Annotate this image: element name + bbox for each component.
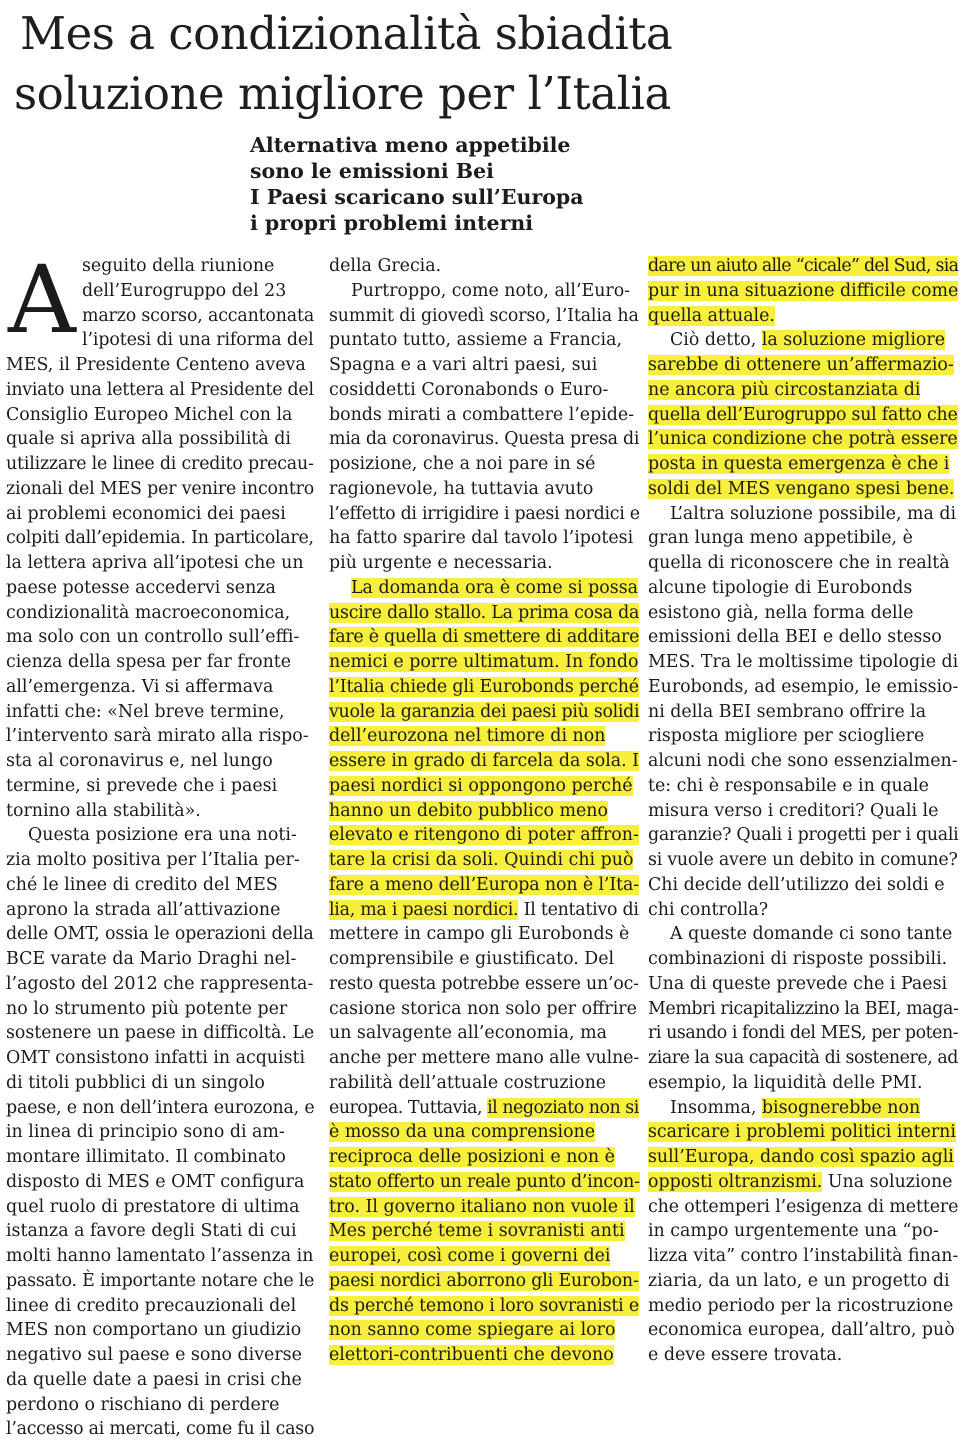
article-text-line xyxy=(6,1393,314,1418)
article-text-line xyxy=(6,477,314,502)
body-text: posizione, che a noi pare in sé xyxy=(329,454,596,474)
body-text: esistono già, nella forma delle xyxy=(648,602,914,623)
body-text: e deve essere trovata. xyxy=(648,1345,843,1365)
article-text-line xyxy=(648,353,958,378)
body-text: Eurobonds, ad esempio, le emissio- xyxy=(648,676,959,697)
body-text: zia molto positiva per l’Italia per- xyxy=(6,850,300,870)
article-column-1 xyxy=(6,246,315,1442)
article-text-line xyxy=(329,947,639,972)
headline-line: soluzione migliore per l’Italia xyxy=(14,67,671,120)
article-text-line xyxy=(648,1046,958,1071)
article-text-line xyxy=(6,1244,314,1269)
article-text-line xyxy=(6,675,314,700)
article-text-line xyxy=(648,279,958,304)
highlighted-text: La domanda ora è come si possa xyxy=(351,577,638,598)
article-text-line xyxy=(6,378,314,403)
article-text-line xyxy=(329,427,639,452)
article-text-line xyxy=(6,1046,314,1071)
article-text-line xyxy=(6,724,314,749)
article-text-line xyxy=(6,898,314,923)
article-text-line xyxy=(6,997,314,1022)
body-text: emissioni della BEI e dello stesso xyxy=(648,627,942,648)
body-text: Una di queste prevede che i Paesi xyxy=(648,973,948,994)
body-text: inviato una lettera al Presidente del xyxy=(6,379,314,400)
body-text: A queste domande ci sono tante xyxy=(670,924,953,945)
body-text: europea. Tuttavia, xyxy=(329,1097,488,1118)
article-text-line xyxy=(6,1096,314,1121)
body-text: mia da coronavirus. Questa presa di xyxy=(329,429,640,450)
body-text: perdono o rischiano di perdere xyxy=(6,1394,280,1415)
body-text: garanzie? Quali i progetti per i quali xyxy=(648,825,959,846)
body-text: infatti che: «Nel breve termine, xyxy=(6,701,285,722)
body-text: MES non comportano un giudizio xyxy=(6,1320,302,1341)
subheadline-line: I Paesi scaricano sull’Europa xyxy=(250,185,584,209)
article-text-line xyxy=(6,1021,314,1046)
article-text-line xyxy=(6,972,314,997)
article-text-line xyxy=(329,1318,639,1343)
article-text-line xyxy=(6,526,314,551)
article-text-line xyxy=(6,1195,314,1220)
article-text-line xyxy=(329,328,639,353)
body-text: zionali del MES per venire incontro xyxy=(6,478,315,499)
article-text-line xyxy=(6,1269,314,1294)
article-column-2 xyxy=(329,254,639,1368)
article-text-line xyxy=(648,675,958,700)
highlighted-text: paesi nordici si oppongono perché xyxy=(329,775,633,796)
body-text: Ciò detto, xyxy=(670,330,762,351)
article-text-line xyxy=(329,724,639,749)
article-text-line xyxy=(329,650,639,675)
article-text-line xyxy=(648,799,958,824)
article-column-3 xyxy=(648,254,958,1368)
article-text-line xyxy=(329,378,639,403)
article-text-line xyxy=(648,724,958,749)
body-text: MES, il Presidente Centeno aveva xyxy=(6,355,306,375)
body-text: mettere in campo gli Eurobonds è xyxy=(329,924,630,945)
article-text-line xyxy=(329,774,639,799)
article-text-line xyxy=(6,551,314,576)
body-text: in campo urgentemente una “po- xyxy=(648,1221,939,1242)
article-text-line xyxy=(329,823,639,848)
highlighted-text: Mes perché teme i sovranisti anti xyxy=(329,1221,625,1242)
body-text: ziaria, da un lato, e un progetto di xyxy=(648,1270,950,1291)
highlighted-text: bisognerebbe non xyxy=(761,1097,921,1118)
article-text-line xyxy=(329,749,639,774)
body-text: Insomma, xyxy=(670,1097,762,1118)
article-text-line xyxy=(6,328,314,353)
body-text: lizza vita” contro l’instabilità finan- xyxy=(648,1246,959,1266)
article-text-line xyxy=(648,477,958,502)
body-text: OMT consistono infatti in acquisti xyxy=(6,1048,306,1068)
article-text-line xyxy=(329,1269,639,1294)
article-text-line xyxy=(329,1343,639,1368)
article-text-line xyxy=(6,601,314,626)
article-text-line xyxy=(329,1219,639,1244)
body-text: no lo strumento più potente per xyxy=(6,998,288,1019)
article-text-line xyxy=(329,922,639,947)
article-text-line xyxy=(329,1244,639,1269)
article-text-line xyxy=(329,700,639,725)
subheadline-line: sono le emissioni Bei xyxy=(250,159,494,183)
article-text-line xyxy=(329,1294,639,1319)
body-text: gran lunga meno appetibile, è xyxy=(648,528,913,549)
article-text-line xyxy=(6,427,314,452)
body-text: aprono la strada all’attivazione xyxy=(6,899,281,920)
body-text: all’emergenza. Vi si affermava xyxy=(6,676,274,697)
article-text-line xyxy=(648,378,958,403)
highlighted-text: europei, così come i governi dei xyxy=(329,1246,611,1266)
article-text-line xyxy=(6,1170,314,1195)
body-text: l’agosto del 2012 che rappresenta- xyxy=(6,973,314,994)
article-text-line xyxy=(6,452,314,477)
body-text: sta al coronavirus e, nel lungo xyxy=(6,751,273,771)
highlighted-text: è mosso da una comprensione xyxy=(329,1122,596,1143)
highlighted-text: fare è quella di smettere di additare xyxy=(329,627,640,648)
article-text-line xyxy=(6,1417,314,1442)
body-text: Spagna e a vari altri paesi, sui xyxy=(329,355,598,375)
article-text-line xyxy=(648,848,958,873)
article-text-line xyxy=(648,823,958,848)
article-text-line xyxy=(648,625,958,650)
article-text-line xyxy=(6,279,314,304)
body-text: misura verso i creditori? Quali le xyxy=(648,800,939,821)
body-text: cosiddetti Coronabonds o Euro- xyxy=(329,379,609,400)
highlighted-text: l’unica condizione che potrà essere xyxy=(648,429,958,450)
highlighted-text: scaricare i problemi politici interni xyxy=(648,1122,956,1143)
article-text-line xyxy=(6,873,314,898)
article-text-line xyxy=(329,526,639,551)
article-text-line xyxy=(329,1170,639,1195)
article-text-line xyxy=(6,1145,314,1170)
article-text-line xyxy=(648,576,958,601)
body-text: medio periodo per la ricostruzione xyxy=(648,1295,954,1316)
headline-line: Mes a condizionalità sbiadita xyxy=(20,7,673,60)
body-text: ragionevole, ha tuttavia avuto xyxy=(329,478,594,499)
article-text-line xyxy=(329,848,639,873)
body-text: bonds mirati a combattere l’epide- xyxy=(329,404,635,425)
body-text: quella di riconoscere che in realtà xyxy=(648,553,950,573)
article-text-line xyxy=(648,427,958,452)
highlighted-text: essere in grado di farcela da sola. I xyxy=(329,751,639,771)
article-text-line xyxy=(648,1096,958,1121)
highlighted-text: vuole la garanzia dei paesi più solidi xyxy=(329,701,640,722)
highlighted-text: paesi nordici aborrono gli Eurobon- xyxy=(329,1270,639,1291)
article-text-line xyxy=(648,898,958,923)
highlighted-text: stato offerto un reale punto d’incon- xyxy=(329,1171,640,1192)
body-text: da quelle date a paesi in crisi che xyxy=(6,1369,302,1390)
article-text-line xyxy=(648,1195,958,1220)
subheadline-line: Alternativa meno appetibile xyxy=(250,133,571,157)
article-text-line xyxy=(648,1294,958,1319)
article-text-line xyxy=(329,576,639,601)
article-text-line xyxy=(329,799,639,824)
body-text: l’intervento sarà mirato alla rispo- xyxy=(6,726,309,747)
article-text-line xyxy=(6,1343,314,1368)
article-text-line xyxy=(329,551,639,576)
article-text-line xyxy=(6,823,314,848)
body-text: te: chi è responsabile e in quale xyxy=(648,775,929,796)
body-text: anche per mettere mano alle vulne- xyxy=(329,1048,640,1068)
body-text: istanza a favore degli Stati di cui xyxy=(6,1221,297,1242)
body-text: linee di credito precauzionali del xyxy=(6,1295,297,1316)
article-text-line xyxy=(648,1244,958,1269)
highlighted-text: l’Italia chiede gli Eurobonds perché xyxy=(329,676,639,697)
highlighted-text: fare a meno dell’Europa non è l’Ita- xyxy=(329,874,640,895)
body-text: dell’Eurogruppo del 23 xyxy=(82,280,287,301)
body-text: alcuni nodi che sono essenzialmen- xyxy=(648,751,958,771)
article-text-line xyxy=(648,1021,958,1046)
article-text-line xyxy=(6,749,314,774)
article-text-line xyxy=(6,922,314,947)
article-text-line xyxy=(6,502,314,527)
article-text-line xyxy=(329,477,639,502)
highlighted-text: elevato e ritengono di poter affron- xyxy=(329,825,639,846)
body-text: casione storica non solo per offrire xyxy=(329,998,637,1019)
highlighted-text: opposti oltranzismi. xyxy=(648,1171,823,1192)
article-text-line xyxy=(6,1368,314,1393)
body-text: alcune tipologie di Eurobonds xyxy=(648,577,913,598)
highlighted-text: quella dell’Eurogruppo sul fatto che xyxy=(648,404,958,425)
article-text-line xyxy=(329,1021,639,1046)
article-text-line xyxy=(648,328,958,353)
article-text-line xyxy=(6,403,314,428)
article-text-line xyxy=(648,997,958,1022)
article-text-line xyxy=(648,1145,958,1170)
article-text-line xyxy=(648,502,958,527)
body-text: molti hanno lamentato l’assenza in xyxy=(6,1246,314,1266)
body-text: cienza della spesa per far fronte xyxy=(6,652,292,672)
body-text: più urgente e necessaria. xyxy=(329,553,553,573)
article-text-line xyxy=(329,254,639,279)
article-text-line xyxy=(6,799,314,824)
article-text-line xyxy=(6,353,314,378)
highlighted-text: reciproca delle posizioni e non è xyxy=(329,1147,615,1167)
article-text-line xyxy=(648,601,958,626)
body-text: economica europea, dall’altro, può xyxy=(648,1320,955,1341)
article-text-line xyxy=(329,403,639,428)
article-text-line xyxy=(648,551,958,576)
article-text-line xyxy=(329,972,639,997)
body-text: delle OMT, ossia le operazioni della xyxy=(6,924,314,945)
body-text: Questa posizione era una noti- xyxy=(28,825,297,846)
body-text: Membri ricapitalizzino la BEI, maga- xyxy=(648,998,959,1019)
headline xyxy=(14,4,954,124)
article-text-line xyxy=(648,650,958,675)
article-text-line xyxy=(648,1170,958,1195)
article-text-line xyxy=(648,1269,958,1294)
body-text: comprensibile e giustificato. Del xyxy=(329,949,615,969)
body-text: passato. È importante notare che le xyxy=(6,1270,315,1291)
article-text-line xyxy=(648,700,958,725)
body-text: paese, e non dell’intera eurozona, e xyxy=(6,1097,315,1118)
body-text: puntato tutto, assieme a Francia, xyxy=(329,330,622,351)
article-text-line xyxy=(6,947,314,972)
article-text-line xyxy=(329,452,639,477)
article-text-line xyxy=(648,452,958,477)
article-text-line xyxy=(329,304,639,329)
article-text-line xyxy=(6,650,314,675)
article-text-line xyxy=(329,1096,639,1121)
article-text-line xyxy=(6,304,314,329)
article-text-line xyxy=(329,898,639,923)
highlighted-text: il negoziato non si xyxy=(487,1097,639,1118)
body-text: l’accesso ai mercati, come fu il caso xyxy=(6,1419,315,1440)
article-text-line xyxy=(648,1071,958,1096)
body-text: rabilità dell’attuale costruzione xyxy=(329,1072,607,1093)
body-text: chi controlla? xyxy=(648,899,769,920)
body-text: ni della BEI sembrano offrire la xyxy=(648,701,927,722)
body-text: risposta migliore per sciogliere xyxy=(648,726,925,747)
article-text-line xyxy=(648,1219,958,1244)
article-text-line xyxy=(648,1120,958,1145)
body-text: resto questa potrebbe essere un’oc- xyxy=(329,973,639,994)
body-text: di titoli pubblici di un singolo xyxy=(6,1072,265,1093)
body-text: combinazioni di risposte possibili. xyxy=(648,949,948,969)
body-text: L’altra soluzione possibile, ma di xyxy=(670,503,957,524)
article-text-line xyxy=(329,1195,639,1220)
highlighted-text: uscire dallo stallo. La prima cosa da xyxy=(329,602,640,623)
article-text-line xyxy=(648,526,958,551)
article-text-line xyxy=(648,972,958,997)
highlighted-text: posta in questa emergenza è che i xyxy=(648,454,950,474)
body-text: in linea di principio sono di am- xyxy=(6,1122,285,1143)
body-text: ri usando i fondi del MES, per poten- xyxy=(648,1023,959,1044)
article-text-line xyxy=(329,601,639,626)
article-text-line xyxy=(648,403,958,428)
body-text: BCE varate da Mario Draghi nel- xyxy=(6,949,297,969)
article-text-line xyxy=(329,1120,639,1145)
article-text-line xyxy=(648,749,958,774)
article-text-line xyxy=(6,625,314,650)
article-text-line xyxy=(329,625,639,650)
highlighted-text: tare la crisi da soli. Quindi chi può xyxy=(329,850,634,870)
highlighted-text: elettori-contribuenti che devono xyxy=(329,1345,614,1365)
highlighted-text: dare un aiuto alle “cicale” del Sud, sia xyxy=(648,256,959,276)
article-text-line xyxy=(6,774,314,799)
body-text: tornino alla stabilità». xyxy=(6,800,201,821)
article-text-line xyxy=(648,774,958,799)
body-text: ha fatto sparire dal tavolo l’ipotesi xyxy=(329,528,634,549)
article-text-line xyxy=(6,576,314,601)
body-text: un salvagente all’economia, ma xyxy=(329,1023,607,1044)
article-text-line xyxy=(6,1294,314,1319)
body-text: ai problemi economici dei paesi xyxy=(6,503,286,524)
body-text: ma solo con un controllo sull’effi- xyxy=(6,627,300,648)
highlighted-text: soldi del MES vengano spesi bene. xyxy=(648,478,955,499)
highlighted-text: hanno un debito pubblico meno xyxy=(329,800,608,821)
article-text-line xyxy=(6,1071,314,1096)
body-text: Una soluzione xyxy=(822,1171,953,1192)
article-text-line xyxy=(329,279,639,304)
body-text: summit di giovedì scorso, l’Italia ha xyxy=(329,305,639,326)
highlighted-text: sull’Europa, dando così spazio agli xyxy=(648,1147,954,1167)
highlighted-text: quella attuale. xyxy=(648,305,775,326)
subheadline-line: i propri problemi interni xyxy=(250,211,534,235)
body-text: negativo sul paese e sono diverse xyxy=(6,1345,302,1365)
body-text: montare illimitato. Il combinato xyxy=(6,1147,286,1167)
body-text: Il tentativo di xyxy=(518,899,639,920)
article-text-line xyxy=(329,675,639,700)
article-text-line xyxy=(329,873,639,898)
article-text-line xyxy=(6,700,314,725)
body-text: la lettera apriva all’ipotesi che un xyxy=(6,553,304,573)
body-text: seguito della riunione xyxy=(82,256,275,276)
subheadline xyxy=(250,132,584,236)
article-text-line xyxy=(648,254,958,279)
highlighted-text: pur in una situazione difficile come xyxy=(648,280,959,301)
drop-cap: A xyxy=(8,246,76,355)
body-text: si vuole avere un debito in comune? xyxy=(648,850,958,870)
article-text-line xyxy=(329,1046,639,1071)
body-text: Chi decide dell’utilizzo dei soldi e xyxy=(648,874,945,895)
highlighted-text: ds perché temono i loro sovranisti e xyxy=(329,1295,639,1316)
body-text: utilizzare le linee di credito precau- xyxy=(6,454,314,474)
body-text: che ottemperi l’esigenza di mettere xyxy=(648,1196,959,1217)
body-text: disposto di MES e OMT configura xyxy=(6,1171,305,1192)
highlighted-text: lia, ma i paesi nordici. xyxy=(329,899,519,920)
highlighted-text: non sanno come spiegare ai loro xyxy=(329,1320,616,1341)
body-text: esempio, la liquidità delle PMI. xyxy=(648,1072,923,1093)
body-text: quel ruolo di prestatore di ultima xyxy=(6,1196,300,1217)
article-text-line xyxy=(6,254,314,279)
body-text: della Grecia. xyxy=(329,256,442,276)
body-text: Consiglio Europeo Michel con la xyxy=(6,404,293,425)
article-text-line xyxy=(329,1071,639,1096)
body-text: sostenere un paese in difficoltà. Le xyxy=(6,1023,315,1044)
body-text: Purtroppo, come noto, all’Euro- xyxy=(351,280,631,301)
highlighted-text: sarebbe di ottenere un’affermazio- xyxy=(648,355,954,375)
article-text-line xyxy=(6,1120,314,1145)
article-text-line xyxy=(648,947,958,972)
article-text-line xyxy=(648,1318,958,1343)
highlighted-text: tro. Il governo italiano non vuole il xyxy=(329,1196,635,1217)
article-text-line xyxy=(6,1219,314,1244)
highlighted-text: la soluzione migliore xyxy=(761,330,946,351)
article-text-line xyxy=(6,848,314,873)
body-text: MES. Tra le moltissime tipologie di xyxy=(648,652,959,672)
article-text-line xyxy=(648,304,958,329)
highlighted-text: dell’eurozona nel timore di non xyxy=(329,726,606,747)
body-text: condizionalità macroeconomica, xyxy=(6,602,291,623)
body-text: quale si apriva alla possibilità di xyxy=(6,429,291,450)
article-text-line xyxy=(329,353,639,378)
article-text-line xyxy=(648,873,958,898)
body-text: paese potesse accedervi senza xyxy=(6,577,276,598)
article-text-line xyxy=(329,502,639,527)
body-text: colpiti dall’epidemia. In particolare, xyxy=(6,528,314,549)
article-text-line xyxy=(648,922,958,947)
body-text: l’effetto di irrigidire i paesi nordici e xyxy=(329,503,640,524)
body-text: ché le linee di credito del MES xyxy=(6,874,278,895)
highlighted-text: ne ancora più circostanziata di xyxy=(648,379,921,400)
article-text-line xyxy=(329,1145,639,1170)
body-text: termine, si prevede che i paesi xyxy=(6,775,278,796)
article-text-line xyxy=(648,1343,958,1368)
highlighted-text: nemici e porre ultimatum. In fondo xyxy=(329,652,639,672)
body-text: l’ipotesi di una riforma del xyxy=(82,330,314,351)
article-text-line xyxy=(6,1318,314,1343)
body-text: ziare la sua capacità di sostenere, ad xyxy=(648,1048,958,1068)
article-text-line xyxy=(329,997,639,1022)
body-text: marzo scorso, accantonata xyxy=(82,305,315,326)
